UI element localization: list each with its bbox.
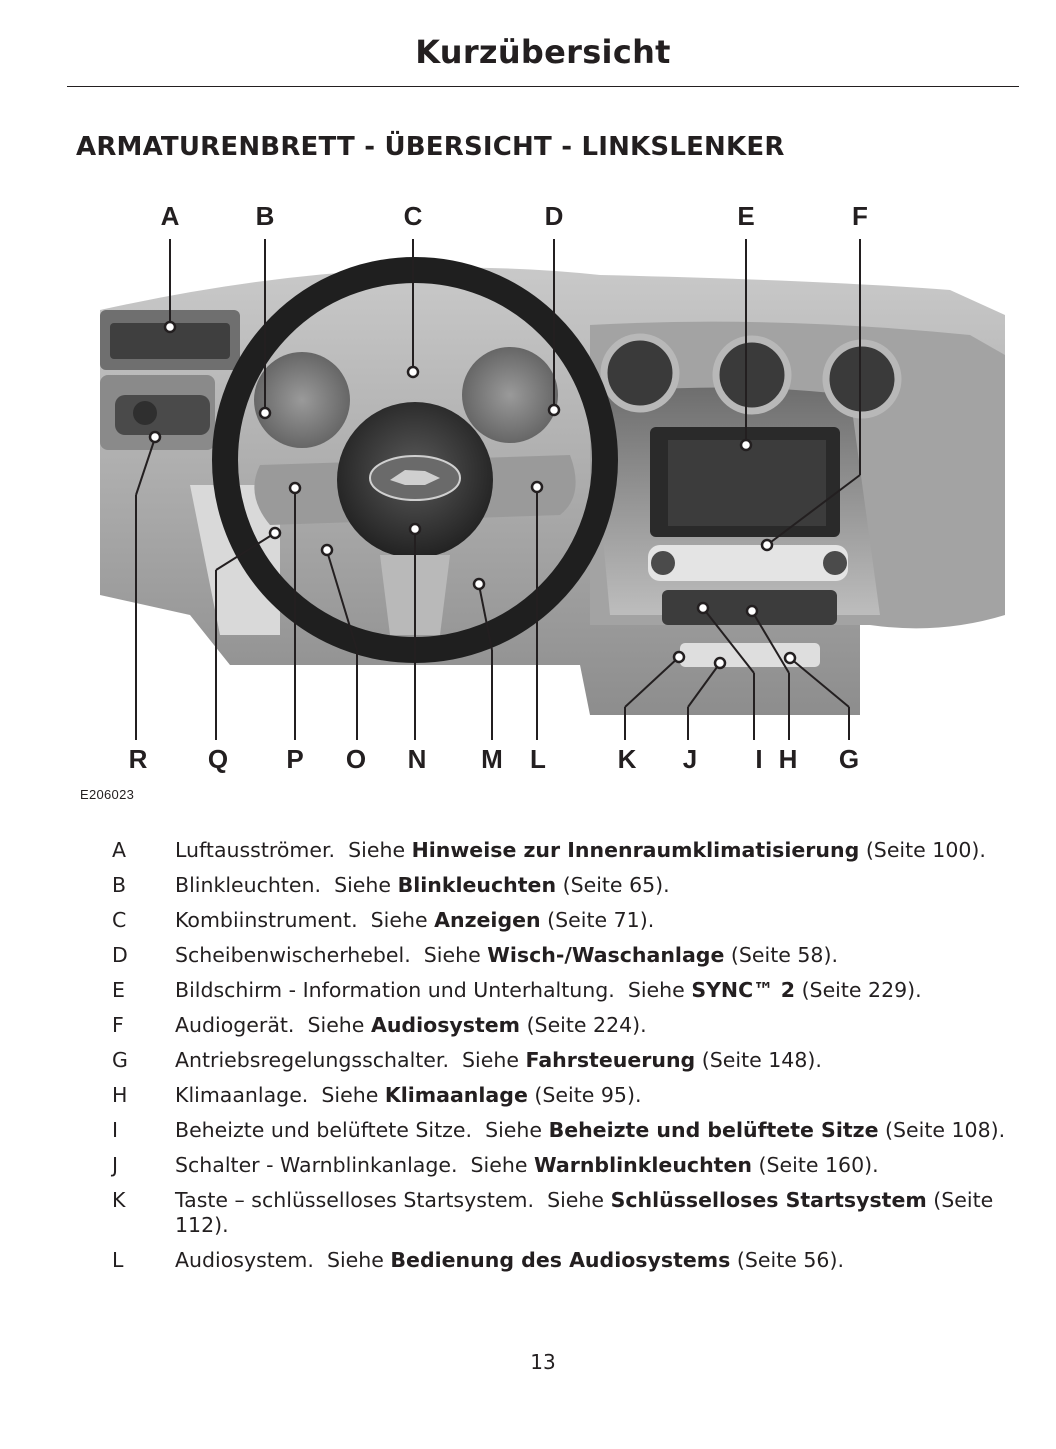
dashboard-svg: [70, 195, 1015, 785]
legend-item: [112, 1153, 1022, 1178]
legend-text: [175, 838, 1022, 863]
legend-item: [112, 1248, 1022, 1273]
callout-label-e: E: [737, 201, 755, 231]
legend-letter: C: [112, 908, 127, 932]
legend-page: (Seite 148).: [701, 1048, 822, 1072]
legend-letter: L: [112, 1248, 124, 1272]
legend-letter: H: [112, 1083, 128, 1107]
legend-item: [112, 873, 1022, 898]
legend-desc: Blinkleuchten.: [175, 873, 322, 897]
legend-text: [175, 978, 1022, 1003]
callout-label-i: I: [755, 744, 763, 774]
legend-desc: Scheibenwischerhebel.: [175, 943, 411, 967]
callout-label-a: A: [160, 201, 180, 231]
legend-item: [112, 838, 1022, 863]
legend-see: Siehe: [370, 908, 428, 932]
legend-item: [112, 908, 1022, 933]
callout-label-q: Q: [207, 744, 229, 774]
legend-item: [112, 1083, 1022, 1108]
legend-text: [175, 943, 1022, 968]
legend-page: (Seite 65).: [562, 873, 670, 897]
legend-page: (Seite 108).: [885, 1118, 1006, 1142]
legend-ref: Wisch-/Waschanlage: [487, 943, 725, 967]
legend-desc: Luftausströmer.: [175, 838, 336, 862]
legend-letter: J: [112, 1153, 119, 1177]
callout-label-k: K: [617, 744, 637, 774]
legend-letter: E: [112, 978, 125, 1002]
legend-desc: Kombiinstrument.: [175, 908, 358, 932]
legend-see: Siehe: [307, 1013, 365, 1037]
legend-ref: Blinkleuchten: [397, 873, 557, 897]
legend-see: Siehe: [462, 1048, 519, 1072]
callout-label-b: B: [255, 201, 275, 231]
legend-desc: Antriebsregelungsschalter.: [175, 1048, 449, 1072]
legend-ref: Hinweise zur Innenraumklimatisierung: [411, 838, 860, 862]
callout-label-j: J: [682, 744, 698, 774]
legend-page: (Seite 224).: [526, 1013, 647, 1037]
legend-item: [112, 1118, 1022, 1143]
callout-label-l: L: [530, 744, 546, 774]
callout-label-f: F: [852, 201, 868, 231]
legend-letter: D: [112, 943, 128, 967]
legend-see: Siehe: [348, 838, 406, 862]
legend-text: [175, 1118, 1022, 1143]
legend-page: (Seite 95).: [534, 1083, 642, 1107]
legend-text: [175, 1153, 1022, 1178]
legend-see: Siehe: [627, 978, 685, 1002]
legend-desc: Schalter - Warnblinkanlage.: [175, 1153, 458, 1177]
figure-id: E206023: [80, 787, 135, 802]
callout-label-g: G: [838, 744, 860, 774]
legend-item: [112, 943, 1022, 968]
section-heading: ARMATURENBRETT - ÜBERSICHT - LINKSLENKER: [76, 132, 785, 162]
legend-text: [175, 908, 1022, 933]
legend-desc: Bildschirm - Information und Unterhaltung.: [175, 978, 615, 1002]
legend-letter: G: [112, 1048, 128, 1072]
callout-label-d: D: [544, 201, 564, 231]
legend-text: [175, 1248, 1022, 1273]
air-vents: [604, 337, 898, 415]
legend-page: (Seite 160).: [758, 1153, 879, 1177]
legend-see: Siehe: [485, 1118, 543, 1142]
legend-item: [112, 1048, 1022, 1073]
legend-see: Siehe: [334, 873, 392, 897]
callout-label-n: N: [407, 744, 427, 774]
callout-label-c: C: [403, 201, 423, 231]
callout-label-m: M: [481, 744, 503, 774]
legend-ref: Audiosystem: [370, 1013, 521, 1037]
legend-letter: B: [112, 873, 127, 897]
legend-ref: Warnblinkleuchten: [534, 1153, 752, 1177]
legend-page: (Seite 112).: [175, 1188, 994, 1237]
legend-text: [175, 873, 1022, 898]
legend-ref: Fahrsteuerung: [525, 1048, 696, 1072]
legend-desc: Klimaanlage.: [175, 1083, 309, 1107]
callout-label-r: R: [128, 744, 148, 774]
page-number: 13: [530, 1350, 556, 1374]
legend-text: [175, 1083, 1022, 1108]
legend-text: [175, 1048, 1022, 1073]
page-title: Kurzübersicht: [415, 33, 671, 71]
legend-item: [112, 1188, 1022, 1238]
legend-page: (Seite 100).: [865, 838, 986, 862]
legend-letter: I: [112, 1118, 119, 1142]
legend-ref: Bedienung des Audiosystems: [390, 1248, 731, 1272]
legend-page: (Seite 56).: [736, 1248, 844, 1272]
legend-letter: F: [112, 1013, 124, 1037]
legend-see: Siehe: [423, 943, 481, 967]
legend-letter: K: [112, 1188, 126, 1212]
legend-desc: Beheizte und belüftete Sitze.: [175, 1118, 473, 1142]
legend-desc: Taste – schlüsselloses Startsystem.: [175, 1188, 535, 1212]
legend-page: (Seite 71).: [547, 908, 655, 932]
legend-ref: Klimaanlage: [384, 1083, 528, 1107]
legend-page: (Seite 58).: [730, 943, 838, 967]
title-divider: [67, 86, 1019, 87]
legend-list: [112, 838, 1022, 1283]
legend-item: [112, 978, 1022, 1003]
legend-see: Siehe: [547, 1188, 605, 1212]
legend-desc: Audiogerät.: [175, 1013, 295, 1037]
dashboard-illustration: [70, 195, 1015, 785]
legend-see: Siehe: [326, 1248, 384, 1272]
legend-ref: Beheizte und belüftete Sitze: [548, 1118, 879, 1142]
legend-page: (Seite 229).: [801, 978, 922, 1002]
legend-text: [175, 1013, 1022, 1038]
callout-label-p: P: [286, 744, 304, 774]
callout-label-h: H: [778, 744, 798, 774]
legend-see: Siehe: [321, 1083, 379, 1107]
legend-ref: Schlüsselloses Startsystem: [610, 1188, 927, 1212]
legend-desc: Audiosystem.: [175, 1248, 314, 1272]
legend-text: [175, 1188, 1022, 1238]
legend-see: Siehe: [470, 1153, 528, 1177]
legend-ref: SYNC™ 2: [691, 978, 796, 1002]
callout-label-o: O: [345, 744, 367, 774]
legend-ref: Anzeigen: [434, 908, 541, 932]
legend-item: [112, 1013, 1022, 1038]
legend-letter: A: [112, 838, 127, 862]
